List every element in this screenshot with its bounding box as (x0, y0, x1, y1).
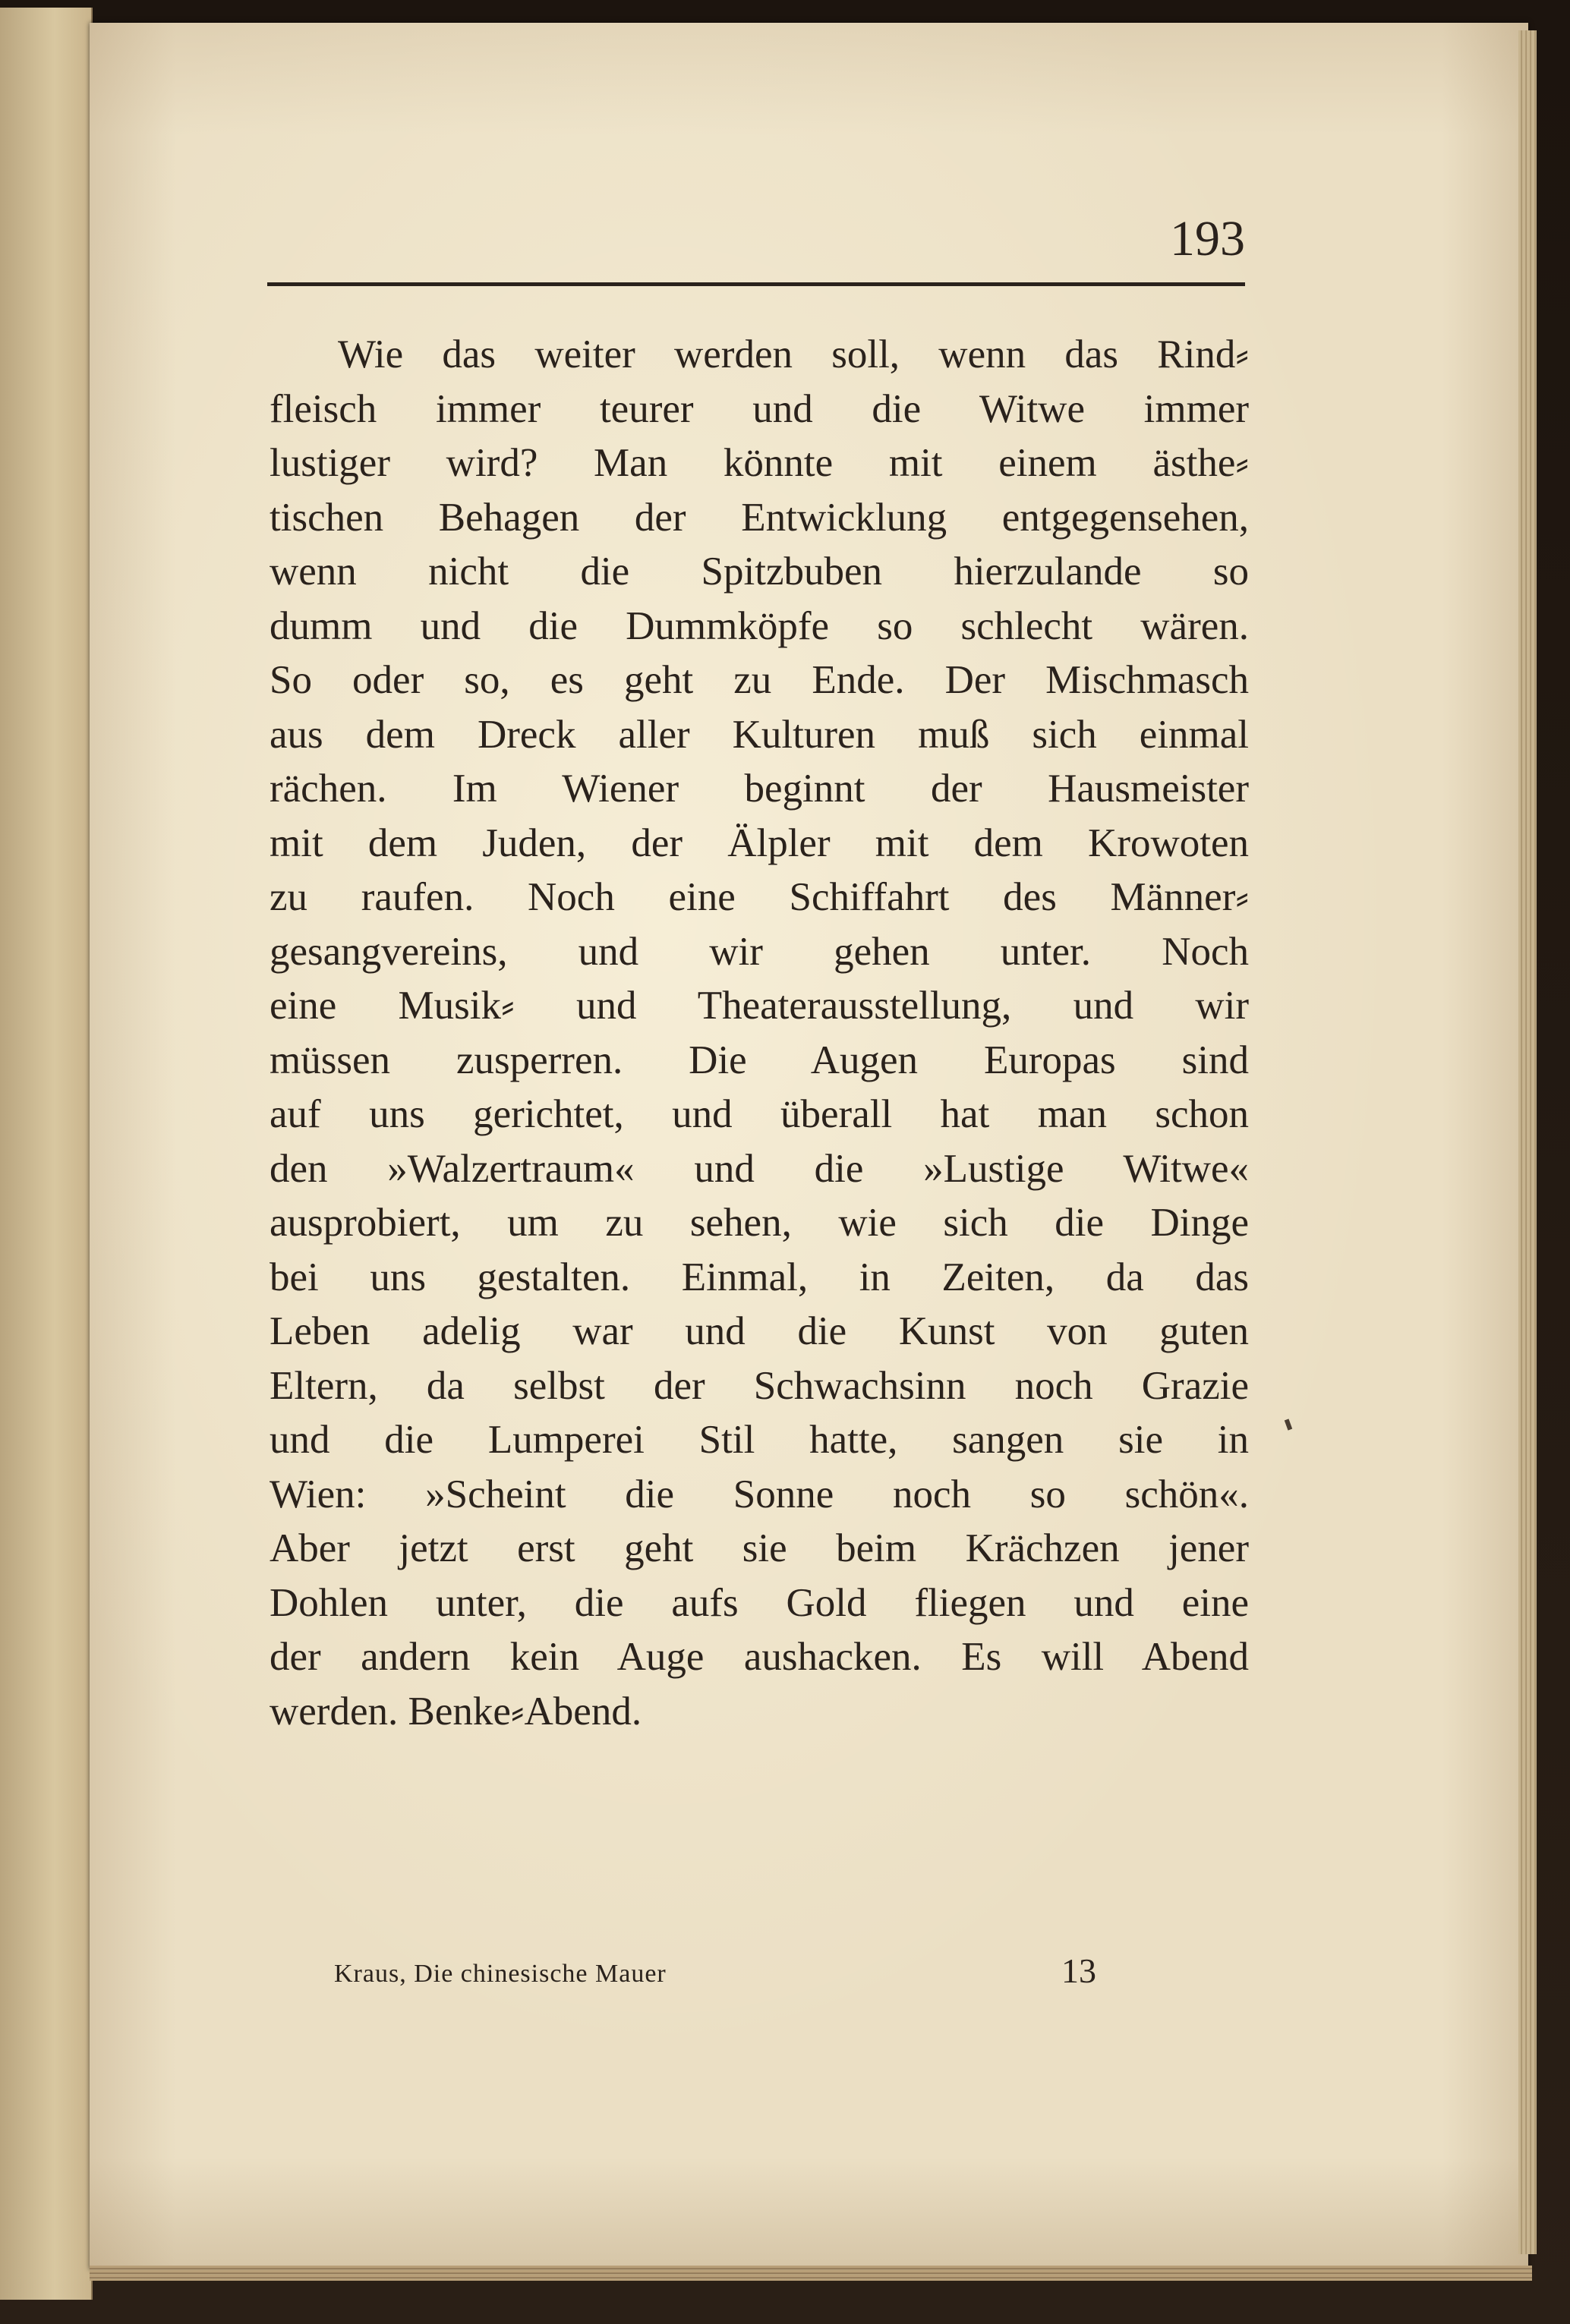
text-line: Wie das weiter werden soll, wenn das Rind⸗ (338, 332, 1249, 376)
text-line: Wien: »Scheint die Sonne noch so schön«. (270, 1472, 1249, 1516)
text-line: eine Musik⸗ und Theaterausstellung, und wir (270, 984, 1249, 1028)
footer-signature: Kraus, Die chinesische Mauer (334, 1960, 667, 1988)
text-line: den »Walzertraum« und die »Lustige Witwe« (270, 1146, 1249, 1191)
text-line: Dohlen unter, die aufs Gold fliegen und eine (270, 1580, 1249, 1625)
text-line: gesangvereins, und wir gehen unter. Noch (270, 929, 1249, 974)
text-line: Aber jetzt erst geht sie beim Krächzen jener (270, 1526, 1249, 1570)
header-rule (267, 282, 1245, 286)
body-paragraph (270, 328, 1249, 1739)
text-line: der andern kein Auge aushacken. Es will Abend (270, 1635, 1249, 1679)
text-line: müssen zusperren. Die Augen Europas sind (270, 1038, 1249, 1082)
text-line: fleisch immer teurer und die Witwe immer (270, 386, 1249, 431)
page-bottom-edge (90, 2266, 1532, 2281)
text-line: zu raufen. Noch eine Schiffahrt des Männer⸗ (270, 875, 1249, 919)
page-block-edge (1518, 30, 1537, 2254)
text-line: lustiger wird? Man könnte mit einem ästhe⸗ (270, 441, 1249, 485)
text-line: ausprobiert, um zu sehen, wie sich die Dinge (270, 1201, 1249, 1245)
text-line: So oder so, es geht zu Ende. Der Mischmasch (270, 658, 1249, 702)
text-line: Leben adelig war und die Kunst von guten (270, 1309, 1249, 1353)
facing-page-edge (0, 8, 93, 2300)
text-line: mit dem Juden, der Älpler mit dem Krowoten (270, 820, 1249, 865)
sheet-number: 13 (1061, 1951, 1096, 1990)
text-line: Eltern, da selbst der Schwachsinn noch Grazie (270, 1363, 1249, 1408)
text-line: rächen. Im Wiener beginnt der Hausmeister (270, 767, 1249, 811)
text-line: tischen Behagen der Entwicklung entgegensehen, (270, 495, 1249, 540)
text-line: und die Lumperei Stil hatte, sangen sie in (270, 1418, 1249, 1462)
text-line: bei uns gestalten. Einmal, in Zeiten, da das (270, 1255, 1249, 1299)
page-number: 193 (1170, 211, 1245, 266)
text-line: wenn nicht die Spitzbuben hierzulande so (270, 550, 1249, 594)
text-line: aus dem Dreck aller Kulturen muß sich einmal (270, 712, 1249, 757)
text-line: werden. Benke⸗Abend. (270, 1689, 642, 1734)
text-line: dumm und die Dummköpfe so schlecht wären. (270, 603, 1249, 648)
text-line: auf uns gerichtet, und überall hat man schon (270, 1092, 1249, 1136)
